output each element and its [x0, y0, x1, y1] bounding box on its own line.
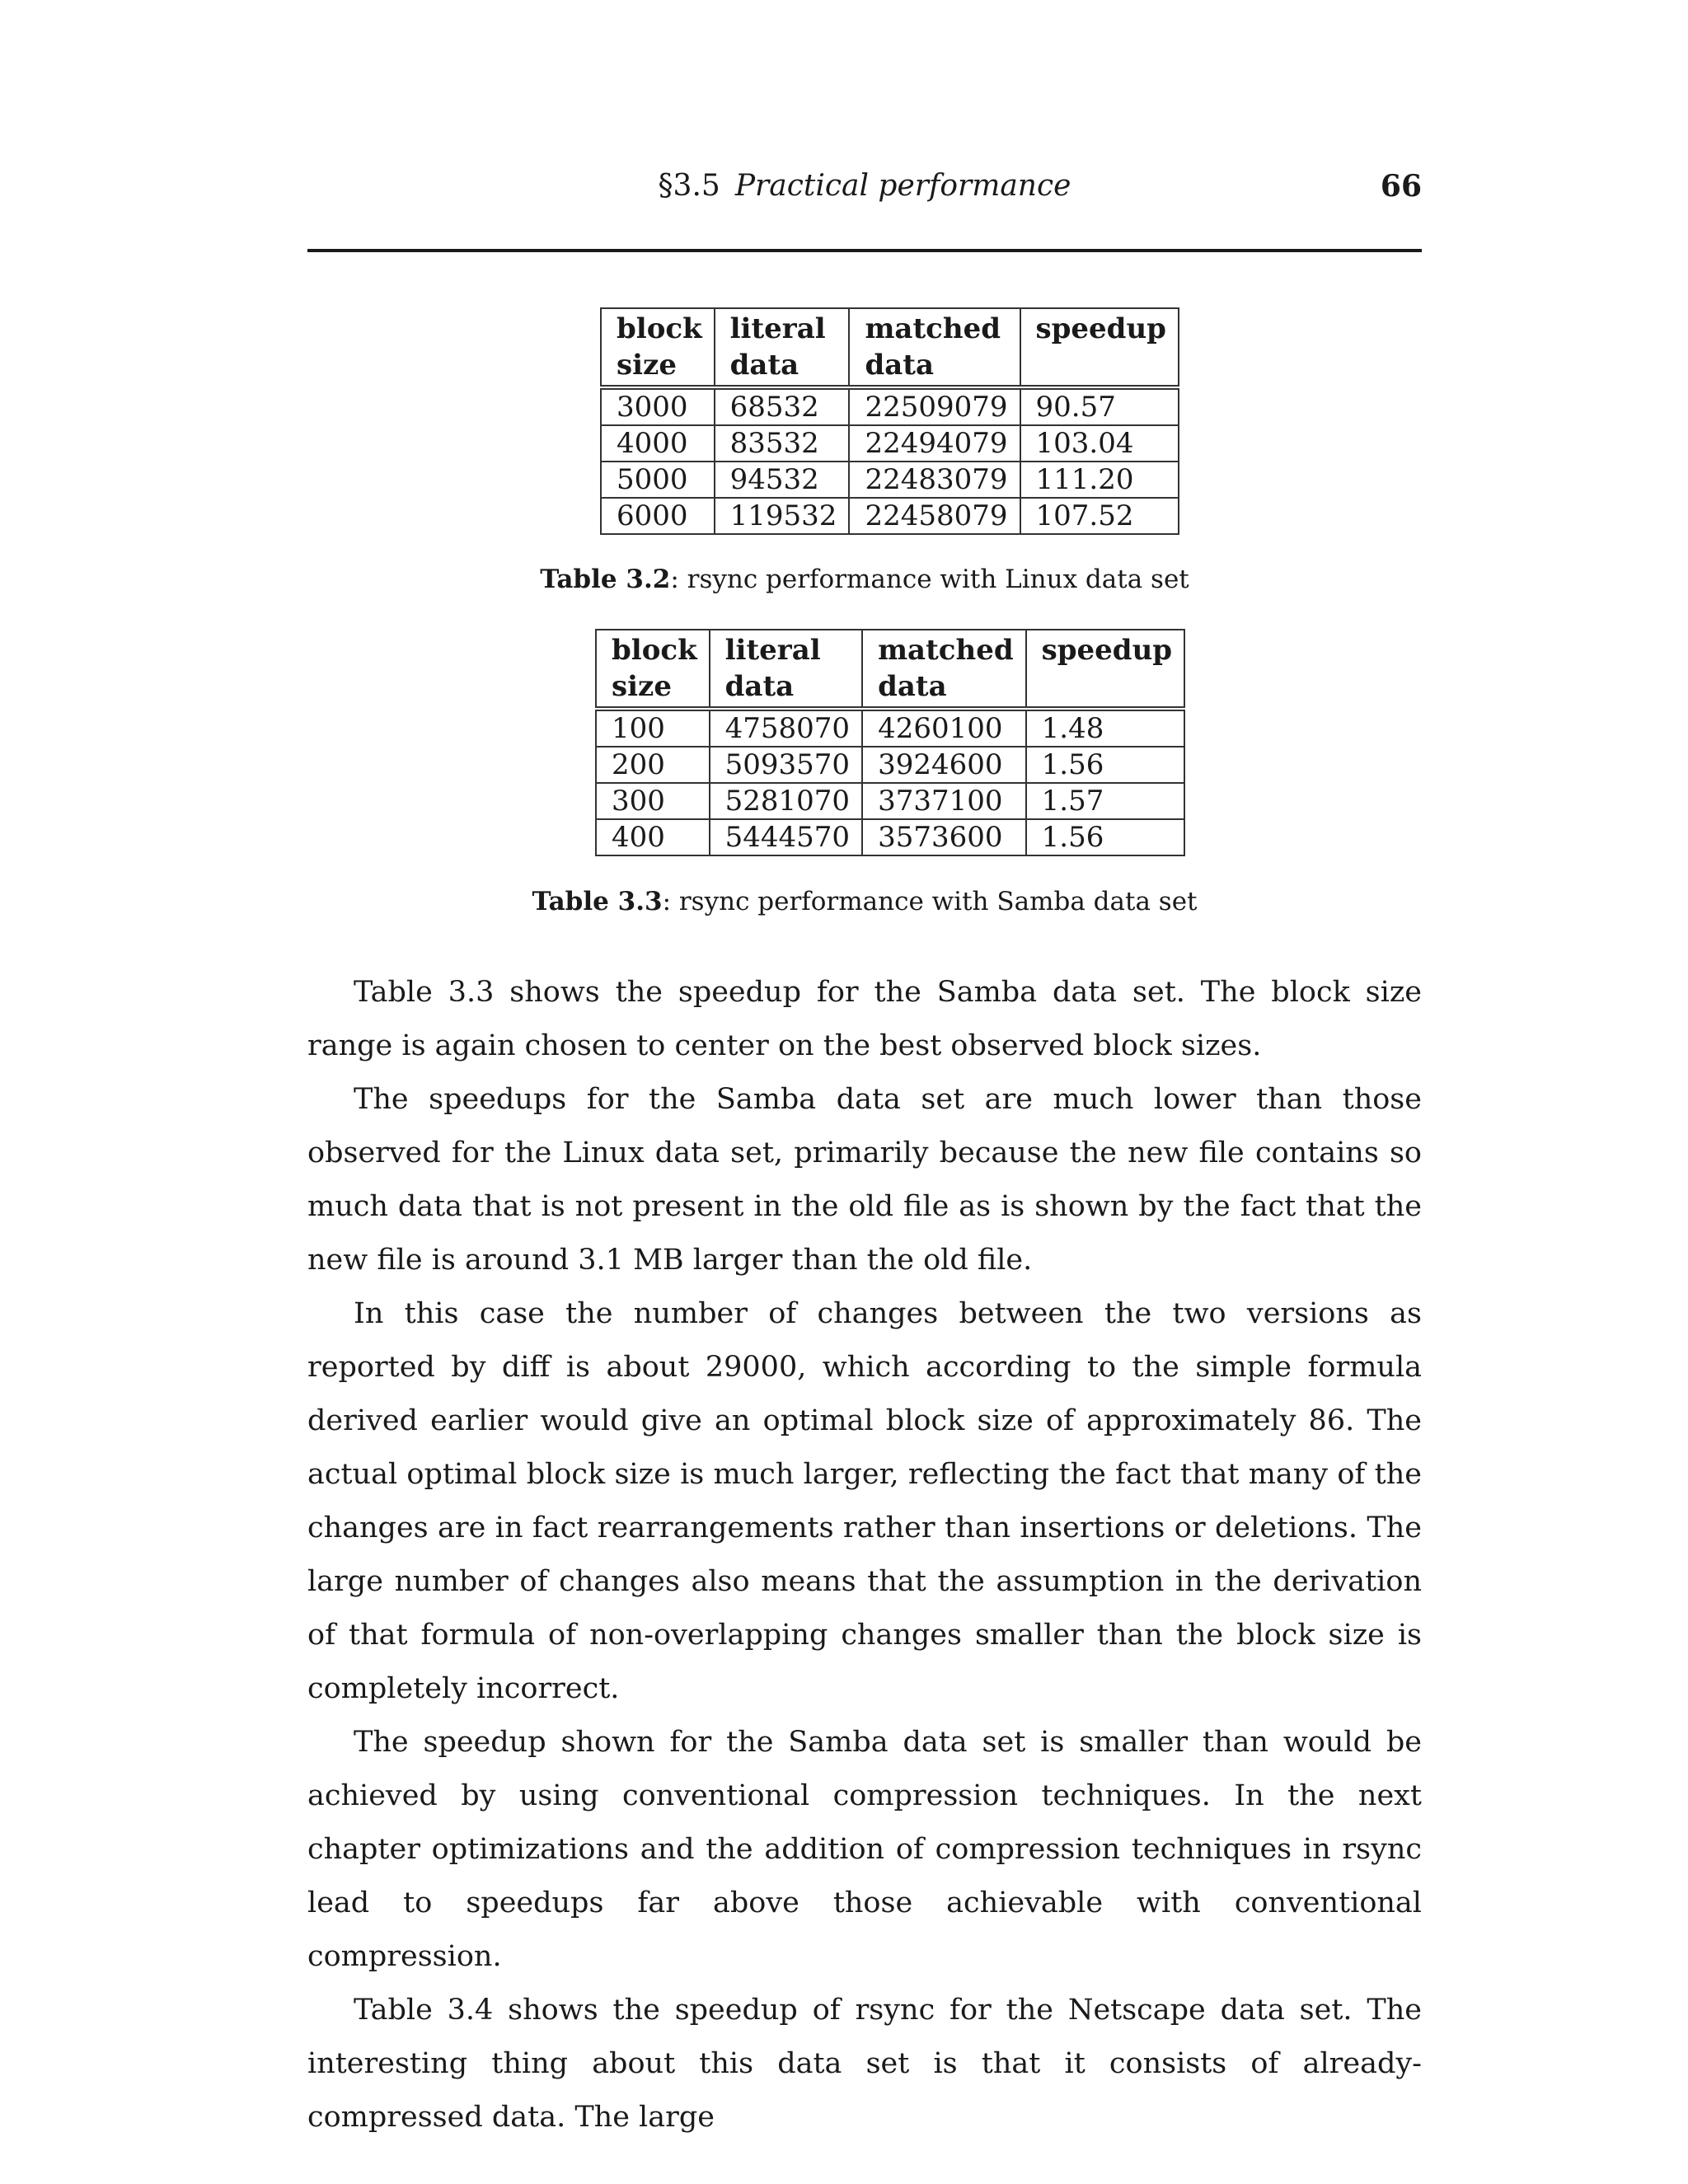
table-samba-performance: [595, 629, 1185, 856]
body-text: [307, 966, 1422, 2144]
table-cell: 107.52: [1020, 498, 1179, 534]
table-cell: 103.04: [1020, 425, 1179, 462]
caption-text: : rsync performance with Linux data set: [670, 565, 1189, 594]
table-cell: 3737100: [862, 783, 1026, 819]
table-cell: 6000: [601, 498, 715, 534]
paragraph: Table 3.4 shows the speedup of rsync for the Netscape data set. The interesting thing about this data set is that it consists of already-compressed data. The large: [307, 1994, 1422, 2134]
running-title: [307, 169, 1422, 203]
page-number: 66: [1380, 169, 1422, 204]
column-header: literal data: [710, 630, 862, 709]
table-cell: 22509079: [849, 387, 1020, 425]
column-header: speedup: [1020, 308, 1179, 387]
table-cell: 200: [596, 747, 710, 783]
table-row: [596, 709, 1184, 747]
table-header-row: [596, 630, 1184, 709]
table-cell: 5281070: [710, 783, 862, 819]
table-cell: 119532: [715, 498, 850, 534]
table-cell: 22458079: [849, 498, 1020, 534]
section-number: §3.5: [658, 169, 720, 203]
paragraph: The speedups for the Samba data set are much lower than those observed for the Linux data set, primarily because the new file contains so much data that is not present in the old file as is shown by the fact that the new file is around 3.1 MB larger than the old file.: [307, 1083, 1422, 1277]
table-cell: 22483079: [849, 462, 1020, 498]
table-caption-samba: [307, 887, 1422, 916]
table-header: [596, 630, 1184, 709]
table-cell: 5000: [601, 462, 715, 498]
table-row: [596, 783, 1184, 819]
table-row: [601, 425, 1179, 462]
table-cell: 3573600: [862, 819, 1026, 855]
table-header: [601, 308, 1179, 387]
table-cell: 3924600: [862, 747, 1026, 783]
table-cell: 83532: [715, 425, 850, 462]
header-rule: [307, 249, 1422, 252]
table-cell: 90.57: [1020, 387, 1179, 425]
caption-text: : rsync performance with Samba data set: [662, 887, 1198, 916]
table-cell: 111.20: [1020, 462, 1179, 498]
caption-label: Table 3.3: [532, 887, 663, 916]
table-body: [596, 709, 1184, 855]
table-row: [596, 819, 1184, 855]
table-cell: 1.56: [1026, 747, 1184, 783]
table-cell: 4260100: [862, 709, 1026, 747]
column-header: matched data: [849, 308, 1020, 387]
table-cell: 68532: [715, 387, 850, 425]
table-cell: 3000: [601, 387, 715, 425]
table-header-row: [601, 308, 1179, 387]
table-cell: 1.48: [1026, 709, 1184, 747]
table-row: [596, 747, 1184, 783]
table-cell: 400: [596, 819, 710, 855]
table-cell: 5444570: [710, 819, 862, 855]
paragraph: The speedup shown for the Samba data set is smaller than would be achieved by using conventional compression techniques. In the next chapter optimizations and the addition of compression techniques in rsync lead to speedups far above those achievable with conventional compression.: [307, 1726, 1422, 1973]
table-cell: 300: [596, 783, 710, 819]
table-cell: 5093570: [710, 747, 862, 783]
table-row: [601, 462, 1179, 498]
table-cell: 100: [596, 709, 710, 747]
column-header: speedup: [1026, 630, 1184, 709]
paragraph: In this case the number of changes between the two versions as reported by diff is about 29000, which according to the simple formula derived earlier would give an optimal block size of approximately 86. The actual optimal block size is much larger, reflecting the fact that many of the changes are in fact rearrangements rather than insertions or deletions. The large number of changes also means that the assumption in the derivation of that formula of non-overlapping changes smaller than the block size is completely incorrect.: [307, 1297, 1422, 1705]
table-body: [601, 387, 1179, 534]
paragraph: Table 3.3 shows the speedup for the Samba data set. The block size range is again chosen to center on the best observed block sizes.: [307, 976, 1422, 1062]
page-header: [307, 165, 1422, 214]
table-cell: 22494079: [849, 425, 1020, 462]
table-cell: 94532: [715, 462, 850, 498]
table-cell: 4000: [601, 425, 715, 462]
table-cell: 4758070: [710, 709, 862, 747]
table-cell: 1.56: [1026, 819, 1184, 855]
table-caption-linux: [307, 565, 1422, 594]
section-title: Practical performance: [734, 169, 1071, 203]
column-header: literal data: [715, 308, 850, 387]
column-header: block size: [601, 308, 715, 387]
column-header: block size: [596, 630, 710, 709]
table-linux-performance: [600, 307, 1179, 535]
table-row: [601, 387, 1179, 425]
caption-label: Table 3.2: [540, 565, 671, 594]
table-cell: 1.57: [1026, 783, 1184, 819]
table-row: [601, 498, 1179, 534]
column-header: matched data: [862, 630, 1026, 709]
